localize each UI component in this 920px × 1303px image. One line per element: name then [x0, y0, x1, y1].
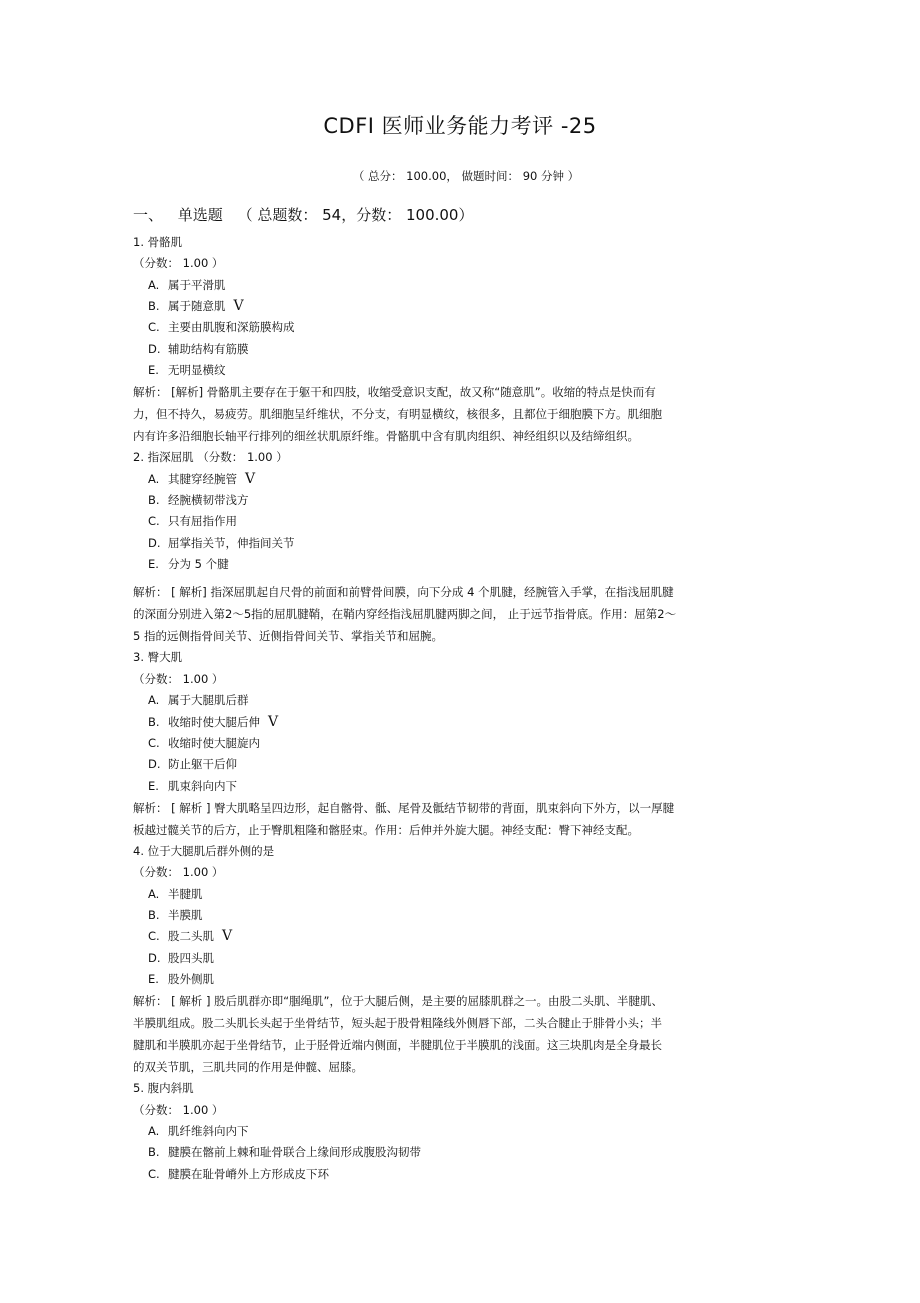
- exam-info: （ 总分： 100.00， 做题时间： 90 分钟 ）: [352, 169, 580, 183]
- option-letter: A.: [148, 886, 160, 901]
- option-letter: D.: [148, 950, 161, 965]
- explanation: [133, 990, 773, 1078]
- option-text: 腱膜在髂前上棘和耻骨联合上缘间形成腹股沟韧带: [168, 1145, 421, 1160]
- question-stem: 2. 指深屈肌 （分数： 1.00 ）: [133, 450, 288, 465]
- option-letter: C.: [148, 929, 160, 944]
- explanation: [133, 581, 773, 647]
- option-letter: B.: [148, 714, 160, 729]
- question-item: [133, 647, 773, 840]
- option-text: 分为 5 个腱: [168, 557, 229, 572]
- question-stem: 1. 骨骼肌: [133, 235, 183, 249]
- option-letter: A.: [148, 1123, 160, 1138]
- answer-option: [133, 969, 773, 990]
- option-text: 主要由肌腹和深筋膜构成: [168, 320, 295, 335]
- section-name: 单选题: [177, 206, 223, 224]
- option-letter: C.: [148, 735, 160, 750]
- answer-option: [133, 926, 773, 947]
- answer-option: [133, 511, 773, 532]
- explanation-line: 板越过髋关节的后方，止于臀肌粗隆和髂胫束。作用：后伸并外旋大腿。神经支配：臀下神经支配。: [133, 822, 639, 837]
- document-title: CDFI 医师业务能力考评 -25: [323, 114, 597, 138]
- explanation-line: 解析： [ 解析 ] 股后肌群亦即“腘绳肌”，位于大腿后侧，是主要的屈膝肌群之一。由股二头肌、半腱肌、: [133, 994, 664, 1009]
- answer-option: [133, 905, 773, 926]
- explanation-line: 的双关节肌，三肌共同的作用是伸髋、屈膝。: [133, 1060, 363, 1075]
- question-stem: 5. 腹内斜肌: [133, 1081, 194, 1096]
- question-item: [133, 232, 773, 447]
- option-text: 腱膜在耻骨嵴外上方形成皮下环: [168, 1166, 329, 1181]
- option-letter: C.: [148, 320, 160, 335]
- answer-option: [133, 275, 773, 296]
- option-letter: C.: [148, 1166, 160, 1181]
- answer-option: [133, 1142, 773, 1163]
- answer-option: [133, 690, 773, 711]
- option-letter: B.: [148, 1145, 160, 1160]
- answer-option: [133, 1121, 773, 1142]
- correct-mark-icon: V: [222, 928, 233, 945]
- answer-option: [133, 469, 773, 490]
- question-item: [133, 841, 773, 1078]
- answer-option: [133, 1164, 773, 1185]
- explanation-line: 半膜肌组成。股二头肌长头起于坐骨结节，短头起于股骨粗隆线外侧唇下部，二头合腱止于腓骨小头；半: [133, 1016, 662, 1031]
- option-letter: E.: [148, 363, 159, 378]
- section-heading: [133, 204, 483, 225]
- explanation-line: 腱肌和半膜肌亦起于坐骨结节，止于胫骨近端内侧面，半腱肌位于半膜肌的浅面。这三块肌肉是全身最长: [133, 1038, 662, 1053]
- answer-option: [133, 712, 773, 733]
- option-text: 半腱肌: [168, 886, 203, 901]
- explanation-line: 内有许多沿细胞长轴平行排列的细丝状肌原纤维。骨骼肌中含有肌肉组织、神经组织以及结缔组织。: [133, 429, 639, 444]
- option-letter: D.: [148, 341, 161, 356]
- option-letter: E.: [148, 971, 159, 986]
- explanation-line: 的深面分别进入第2～5指的屈肌腱鞘，在鞘内穿经指浅屈肌腱两脚之间， 止于远节指骨底。作用：屈第2～: [133, 607, 677, 622]
- option-letter: E.: [148, 557, 159, 572]
- correct-mark-icon: V: [233, 298, 244, 315]
- option-text: 股四头肌: [168, 950, 214, 965]
- answer-option: [133, 296, 773, 317]
- option-text: 收缩时使大腿后伸: [168, 714, 260, 729]
- answer-option: [133, 339, 773, 360]
- question-list: [133, 232, 773, 1185]
- question-score: （分数： 1.00 ）: [133, 865, 224, 880]
- option-text: 其腱穿经腕管: [168, 471, 237, 486]
- option-text: 属于大腿肌后群: [168, 693, 249, 708]
- option-letter: D.: [148, 535, 161, 550]
- correct-mark-icon: V: [268, 713, 279, 730]
- option-text: 属于随意肌: [168, 299, 226, 314]
- option-text: 收缩时使大腿旋内: [168, 735, 260, 750]
- explanation: [133, 797, 773, 841]
- option-text: 属于平滑肌: [168, 277, 226, 292]
- option-text: 辅助结构有筋膜: [168, 341, 249, 356]
- explanation: [133, 381, 773, 447]
- option-letter: A.: [148, 471, 160, 486]
- section-index: 一、: [133, 206, 164, 224]
- answer-option: [133, 360, 773, 381]
- section-meta: （ 总题数： 54，分数： 100.00）: [237, 206, 474, 224]
- question-item: [133, 1078, 773, 1185]
- option-text: 股二头肌: [168, 929, 214, 944]
- option-letter: B.: [148, 907, 160, 922]
- answer-option: [133, 533, 773, 554]
- answer-option: [133, 490, 773, 511]
- option-text: 只有屈指作用: [168, 514, 237, 529]
- option-text: 肌束斜向内下: [168, 778, 237, 793]
- answer-option: [133, 754, 773, 775]
- option-letter: C.: [148, 514, 160, 529]
- question-stem: 4. 位于大腿肌后群外侧的是: [133, 843, 275, 858]
- question-item: [133, 447, 773, 647]
- option-letter: A.: [148, 277, 160, 292]
- answer-option: [133, 776, 773, 797]
- question-score: （分数： 1.00 ）: [133, 256, 224, 271]
- explanation-line: 解析： [ 解析 ] 臀大肌略呈四边形，起自髂骨、骶、尾骨及骶结节韧带的背面，肌束斜向下外方，以一厚腱: [133, 800, 675, 815]
- correct-mark-icon: V: [245, 470, 256, 487]
- option-text: 经腕横韧带浅方: [168, 493, 249, 508]
- question-score: （分数： 1.00 ）: [133, 671, 224, 686]
- explanation-line: 5 指的远侧指骨间关节、近侧指骨间关节、掌指关节和屈腕。: [133, 629, 443, 644]
- explanation-line: 解析： [ 解析] 指深屈肌起自尺骨的前面和前臂骨间膜，向下分成 4 个肌腱，经腕管入手掌，在指浅屈肌腱: [133, 585, 674, 600]
- answer-option: [133, 733, 773, 754]
- option-letter: B.: [148, 493, 160, 508]
- option-letter: D.: [148, 757, 161, 772]
- option-text: 股外侧肌: [168, 971, 214, 986]
- option-text: 无明显横纹: [168, 363, 226, 378]
- answer-option: [133, 884, 773, 905]
- question-stem: 3. 臀大肌: [133, 650, 183, 665]
- option-letter: A.: [148, 693, 160, 708]
- option-text: 防止躯干后仰: [168, 757, 237, 772]
- explanation-line: 解析： [解析] 骨骼肌主要存在于躯干和四肢，收缩受意识支配，故又称“随意肌”。收缩的特点是快而有: [133, 385, 656, 400]
- option-letter: B.: [148, 299, 160, 314]
- option-letter: E.: [148, 778, 159, 793]
- option-text: 肌纤维斜向内下: [168, 1123, 249, 1138]
- option-text: 屈掌指关节，伸指间关节: [168, 535, 295, 550]
- question-score: （分数： 1.00 ）: [133, 1102, 224, 1117]
- option-text: 半膜肌: [168, 907, 203, 922]
- explanation-line: 力，但不持久，易疲劳。肌细胞呈纤维状，不分支，有明显横纹，核很多，且都位于细胞膜下方。肌细胞: [133, 407, 662, 422]
- answer-option: [133, 317, 773, 338]
- answer-option: [133, 554, 773, 575]
- answer-option: [133, 948, 773, 969]
